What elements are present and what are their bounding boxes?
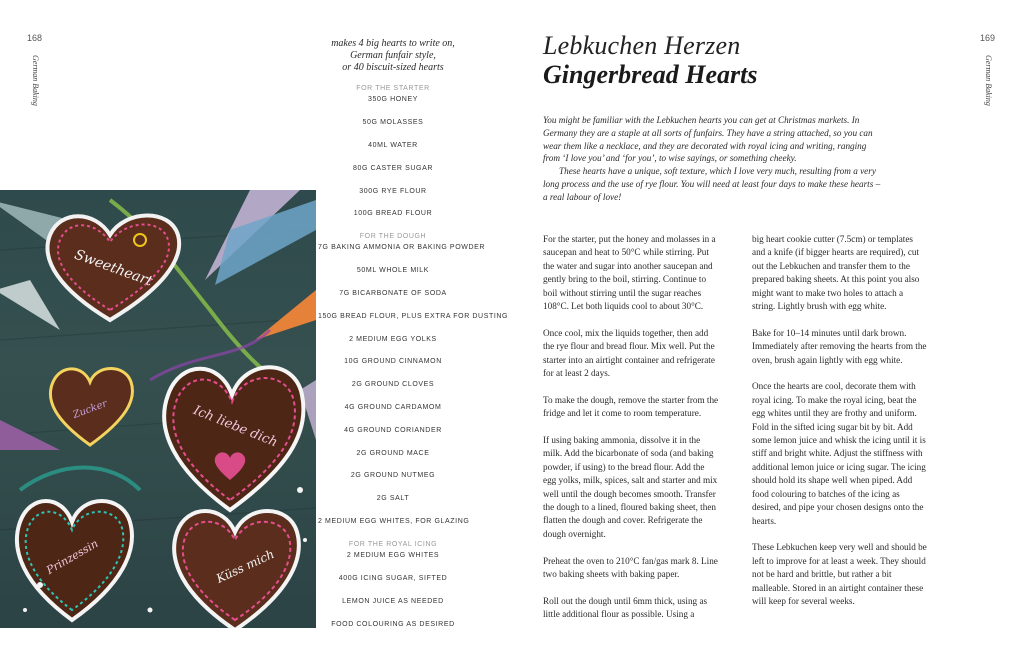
method-column-right bbox=[752, 233, 928, 622]
heart-sweetheart bbox=[48, 215, 180, 320]
ingredient-item: LEMON JUICE AS NEEDED bbox=[342, 598, 444, 605]
ingredient-item: 40ML WATER bbox=[368, 142, 418, 149]
method-step: Once cool, mix the liquids together, then add the rye flour and bread flour. Mix well. Put the starter into an airtight container and refrigerate for at least 2 days. bbox=[543, 327, 715, 379]
page-number-right: 169 bbox=[980, 33, 996, 43]
ingredient-item: 7G BAKING AMMONIA OR BAKING POWDER bbox=[318, 244, 486, 251]
ingredient-item: 2 MEDIUM EGG YOLKS bbox=[349, 336, 437, 343]
ingredient-item: 2G GROUND NUTMEG bbox=[350, 472, 436, 479]
ingredient-item: 4G GROUND CORIANDER bbox=[344, 427, 442, 434]
yield-line: makes 4 big hearts to write on, bbox=[331, 38, 455, 49]
heart3-label: Zucker bbox=[71, 398, 109, 421]
heart-ich-liebe-dich bbox=[164, 367, 303, 510]
heart-prinzessin bbox=[17, 501, 132, 620]
page-number-left: 168 bbox=[27, 33, 43, 43]
heart2-label: Ich liebe dich bbox=[191, 403, 280, 451]
recipe-title-english: Gingerbread Hearts bbox=[543, 60, 758, 89]
recipe-title-german: Lebkuchen Herzen bbox=[543, 31, 741, 60]
ingredient-section-heading: FOR THE STARTER bbox=[356, 85, 430, 92]
heart1-label: Sweetheart bbox=[72, 246, 155, 290]
ingredient-item: 50G MOLASSES bbox=[362, 119, 424, 126]
method-column-left bbox=[543, 233, 719, 635]
ingredient-item: 2G GROUND CLOVES bbox=[351, 381, 435, 388]
ingredient-item: 2G SALT bbox=[376, 495, 410, 502]
heart-kuss-mich bbox=[174, 511, 299, 628]
ingredient-item: 350G HONEY bbox=[368, 96, 418, 103]
ingredient-item: 2 MEDIUM EGG WHITES bbox=[346, 552, 440, 559]
ingredient-section-heading: FOR THE ROYAL ICING bbox=[348, 541, 438, 548]
ingredient-item: 2G GROUND MACE bbox=[356, 450, 430, 457]
method-step: Bake for 10–14 minutes until dark brown. Immediately after removing the hearts from the oven, brush again lightly with egg white. bbox=[752, 327, 927, 365]
ingredient-item: 50ML WHOLE MILK bbox=[356, 267, 430, 274]
intro-paragraph: You might be familiar with the Lebkuchen hearts you can get at Christmas markets. In Germany they are a staple at all sorts of funfairs. They have a string attached, so you can wear them like a necklace, and they are decorated with royal icing and writing, ranging from ‘I love you’ and ‘for you’, to wise sayings, or something cheeky. bbox=[543, 115, 873, 164]
ingredient-item: 150G BREAD FLOUR, PLUS EXTRA FOR DUSTING bbox=[318, 313, 509, 320]
ingredient-item: 300G RYE FLOUR bbox=[359, 188, 427, 195]
recipe-intro bbox=[543, 114, 883, 204]
gingerbread-hearts-photo bbox=[0, 190, 316, 628]
ingredient-section-heading: FOR THE DOUGH bbox=[359, 233, 427, 240]
method-step: For the starter, put the honey and molasses in a saucepan and heat to 50°C while stirring. Put the water and sugar into another saucepan and gently bring to the boil, stirring. Continue to boil without stirring until the sugar reaches 108°C. Let both liquids cool to about 30°C. bbox=[543, 234, 716, 312]
ingredient-item: 400G ICING SUGAR, SIFTED bbox=[338, 575, 448, 582]
running-head-right: German Baking bbox=[984, 55, 993, 106]
recipe-yield bbox=[318, 38, 468, 74]
method-step: Once the hearts are cool, decorate them with royal icing. To make the royal icing, beat the egg whites until they are frothy and uniform. Fold in the sifted icing sugar bit by bit. Add some lemon juice and whisk the icing until it is stiff and bright white. Adjust the stiffness with additional lemon juice or icing sugar. The icing should hold its shape well when piped. Add food colouring to batches of the icing as desired, and pipe your chosen designs onto the hearts. bbox=[752, 381, 926, 526]
method-step: Roll out the dough until 6mm thick, using as little additional flour as possible. Using a bbox=[543, 595, 708, 620]
method-step: These Lebkuchen keep very well and should be left to improve for at least a week. They should not be hard and brittle, but rather a bit malleable. Stored in an airtight container these will keep for several weeks. bbox=[752, 542, 927, 606]
method-step: If using baking ammonia, dissolve it in the milk. Add the bicarbonate of soda (and baking powder, if using) to the bread flour. Add the egg yolks, milk, spices, salt and starter and mix well until the dough becomes smooth. Transfer the dough to a lined, floured baking sheet, then flatten the dough and cover. Refrigerate the dough overnight. bbox=[543, 435, 718, 539]
ingredient-item: FOOD COLOURING AS DESIRED bbox=[331, 621, 455, 628]
heart-zucker bbox=[50, 369, 132, 446]
yield-line: German funfair style, bbox=[350, 50, 436, 61]
ingredient-item: 4G GROUND CARDAMOM bbox=[344, 404, 442, 411]
intro-paragraph: These hearts have a unique, soft texture, which I love very much, resulting from a very long process and the use of rye flour. You will need at least four days to make these hearts – a real labour of love! bbox=[543, 166, 881, 202]
yield-line: or 40 biscuit-sized hearts bbox=[342, 62, 444, 73]
method-step: Preheat the oven to 210°C fan/gas mark 8. Line two baking sheets with baking paper. bbox=[543, 555, 718, 580]
ingredient-item: 80G CASTER SUGAR bbox=[352, 165, 433, 172]
ingredient-item: 100G BREAD FLOUR bbox=[353, 210, 433, 217]
heart5-label: Küss mich bbox=[214, 546, 277, 586]
ingredient-item: 7G BICARBONATE OF SODA bbox=[339, 290, 447, 297]
running-head-left: German Baking bbox=[31, 55, 40, 106]
ingredient-item: 10G GROUND CINNAMON bbox=[344, 358, 442, 365]
ingredient-item: 2 MEDIUM EGG WHITES, FOR GLAZING bbox=[318, 518, 470, 525]
method-step: To make the dough, remove the starter from the fridge and let it come to room temperature. bbox=[543, 394, 719, 419]
method-step: big heart cookie cutter (7.5cm) or templates and a knife (if bigger hearts are required), cut out the Lebkuchen and transfer them to the prepared baking sheets. At this point you also might want to make two holes to attach a string. Lightly brush with egg white. bbox=[752, 234, 920, 312]
heart4-label: Prinzessin bbox=[44, 536, 101, 577]
